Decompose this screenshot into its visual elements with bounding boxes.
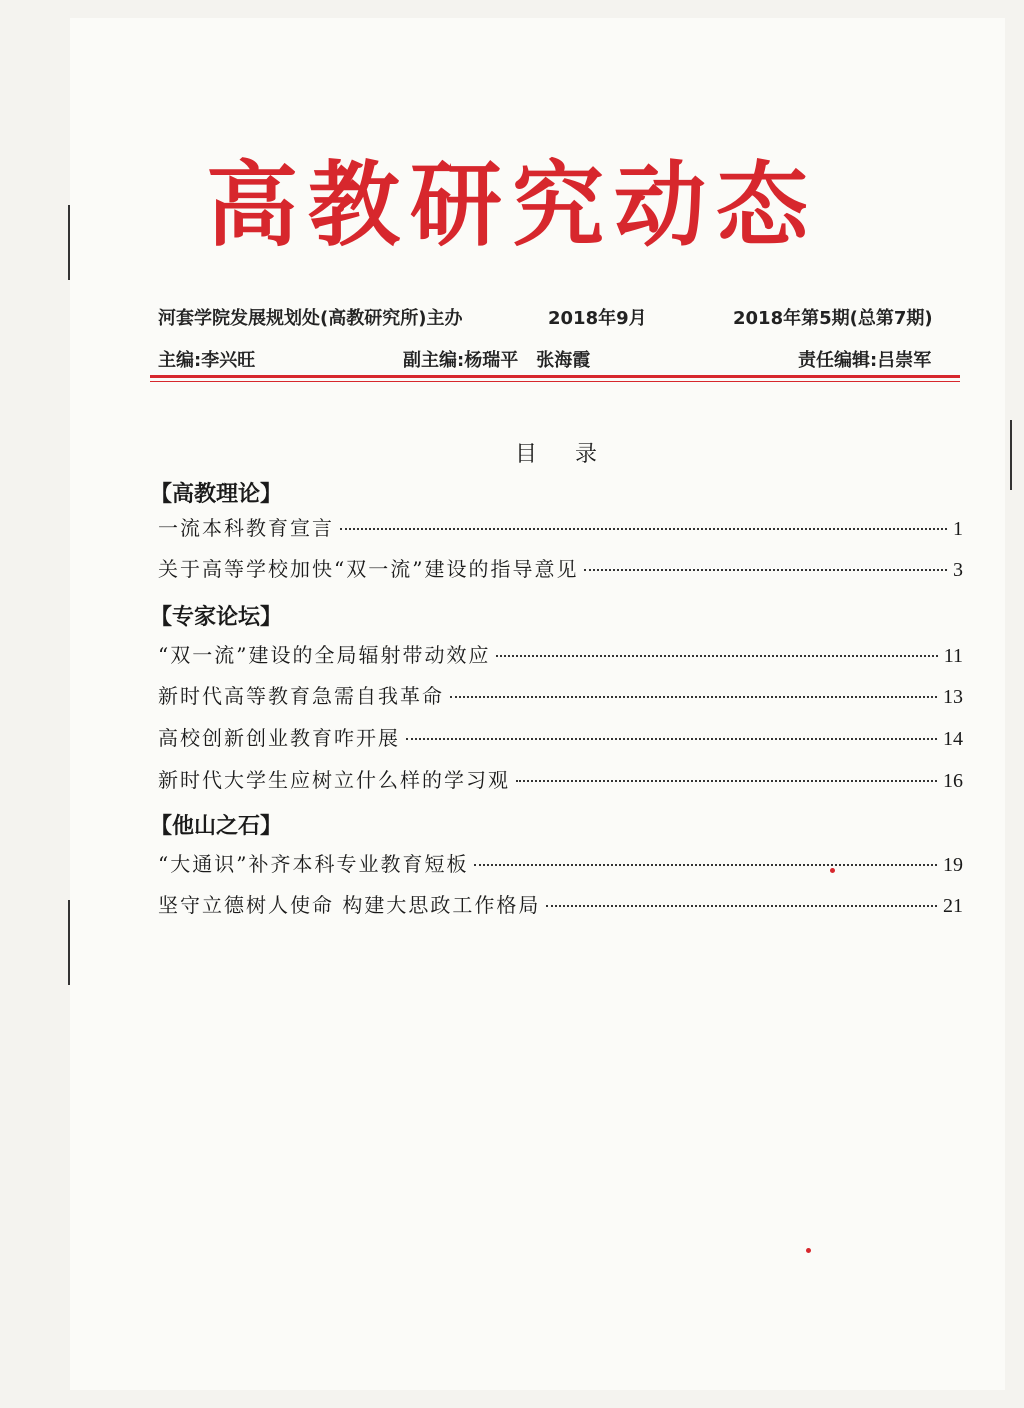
deputy-editors: 副主编:杨瑞平 张海霞 (403, 350, 591, 371)
toc-entry[interactable] (158, 553, 963, 583)
toc-entry-page: 3 (953, 559, 963, 581)
toc-entry-page: 19 (943, 854, 963, 876)
leader-dots (516, 780, 937, 782)
header-rule-thin (150, 381, 960, 382)
chief-editor: 主编:李兴旺 (158, 350, 256, 371)
toc-entry-page: 13 (943, 686, 963, 708)
leader-dots (496, 655, 937, 657)
toc-entry[interactable] (158, 848, 963, 878)
section-heading: 【高教理论】 (150, 482, 283, 507)
toc-entry[interactable] (158, 722, 963, 752)
toc-entry-title: 坚守立德树人使命 构建大思政工作格局 (158, 893, 541, 917)
toc-title: 目录 (515, 442, 636, 467)
toc-entry[interactable] (158, 639, 963, 669)
leader-dots (546, 905, 937, 907)
responsible-editor: 责任编辑:吕崇军 (798, 350, 932, 371)
red-speck (806, 1248, 811, 1253)
toc-entry[interactable] (158, 680, 963, 710)
toc-entry[interactable] (158, 889, 963, 919)
publication-date: 2018年9月 (548, 308, 647, 329)
organizer: 河套学院发展规划处(高教研究所)主办 (158, 308, 463, 329)
issue-number: 2018年第5期(总第7期) (733, 308, 933, 329)
toc-entry-page: 16 (943, 770, 963, 792)
leader-dots (474, 864, 937, 866)
margin-mark (68, 900, 70, 985)
toc-entry[interactable] (158, 512, 963, 542)
leader-dots (450, 696, 937, 698)
leader-dots (406, 738, 937, 740)
leader-dots (584, 569, 947, 571)
masthead-title: 高教研究动态 (205, 152, 818, 259)
toc-entry-title: 新时代大学生应树立什么样的学习观 (158, 768, 510, 792)
toc-entry-title: “双一流”建设的全局辐射带动效应 (158, 643, 491, 667)
toc-entry-title: 高校创新创业教育咋开展 (158, 726, 400, 750)
toc-entry-title: 关于高等学校加快“双一流”建设的指导意见 (158, 557, 579, 581)
toc-entry-page: 1 (953, 518, 963, 540)
toc-entry-page: 14 (943, 728, 963, 750)
toc-entry-title: 新时代高等教育急需自我革命 (158, 684, 444, 708)
toc-entry-page: 11 (943, 645, 963, 667)
section-heading: 【专家论坛】 (150, 605, 283, 630)
toc-entry-title: “大通识”补齐本科专业教育短板 (158, 852, 469, 876)
toc-entry[interactable] (158, 764, 963, 794)
margin-mark (1010, 420, 1012, 490)
leader-dots (340, 528, 947, 530)
toc-entry-title: 一流本科教育宣言 (158, 516, 334, 540)
header-rule-thick (150, 375, 960, 378)
toc-entry-page: 21 (943, 895, 963, 917)
section-heading: 【他山之石】 (150, 814, 283, 839)
